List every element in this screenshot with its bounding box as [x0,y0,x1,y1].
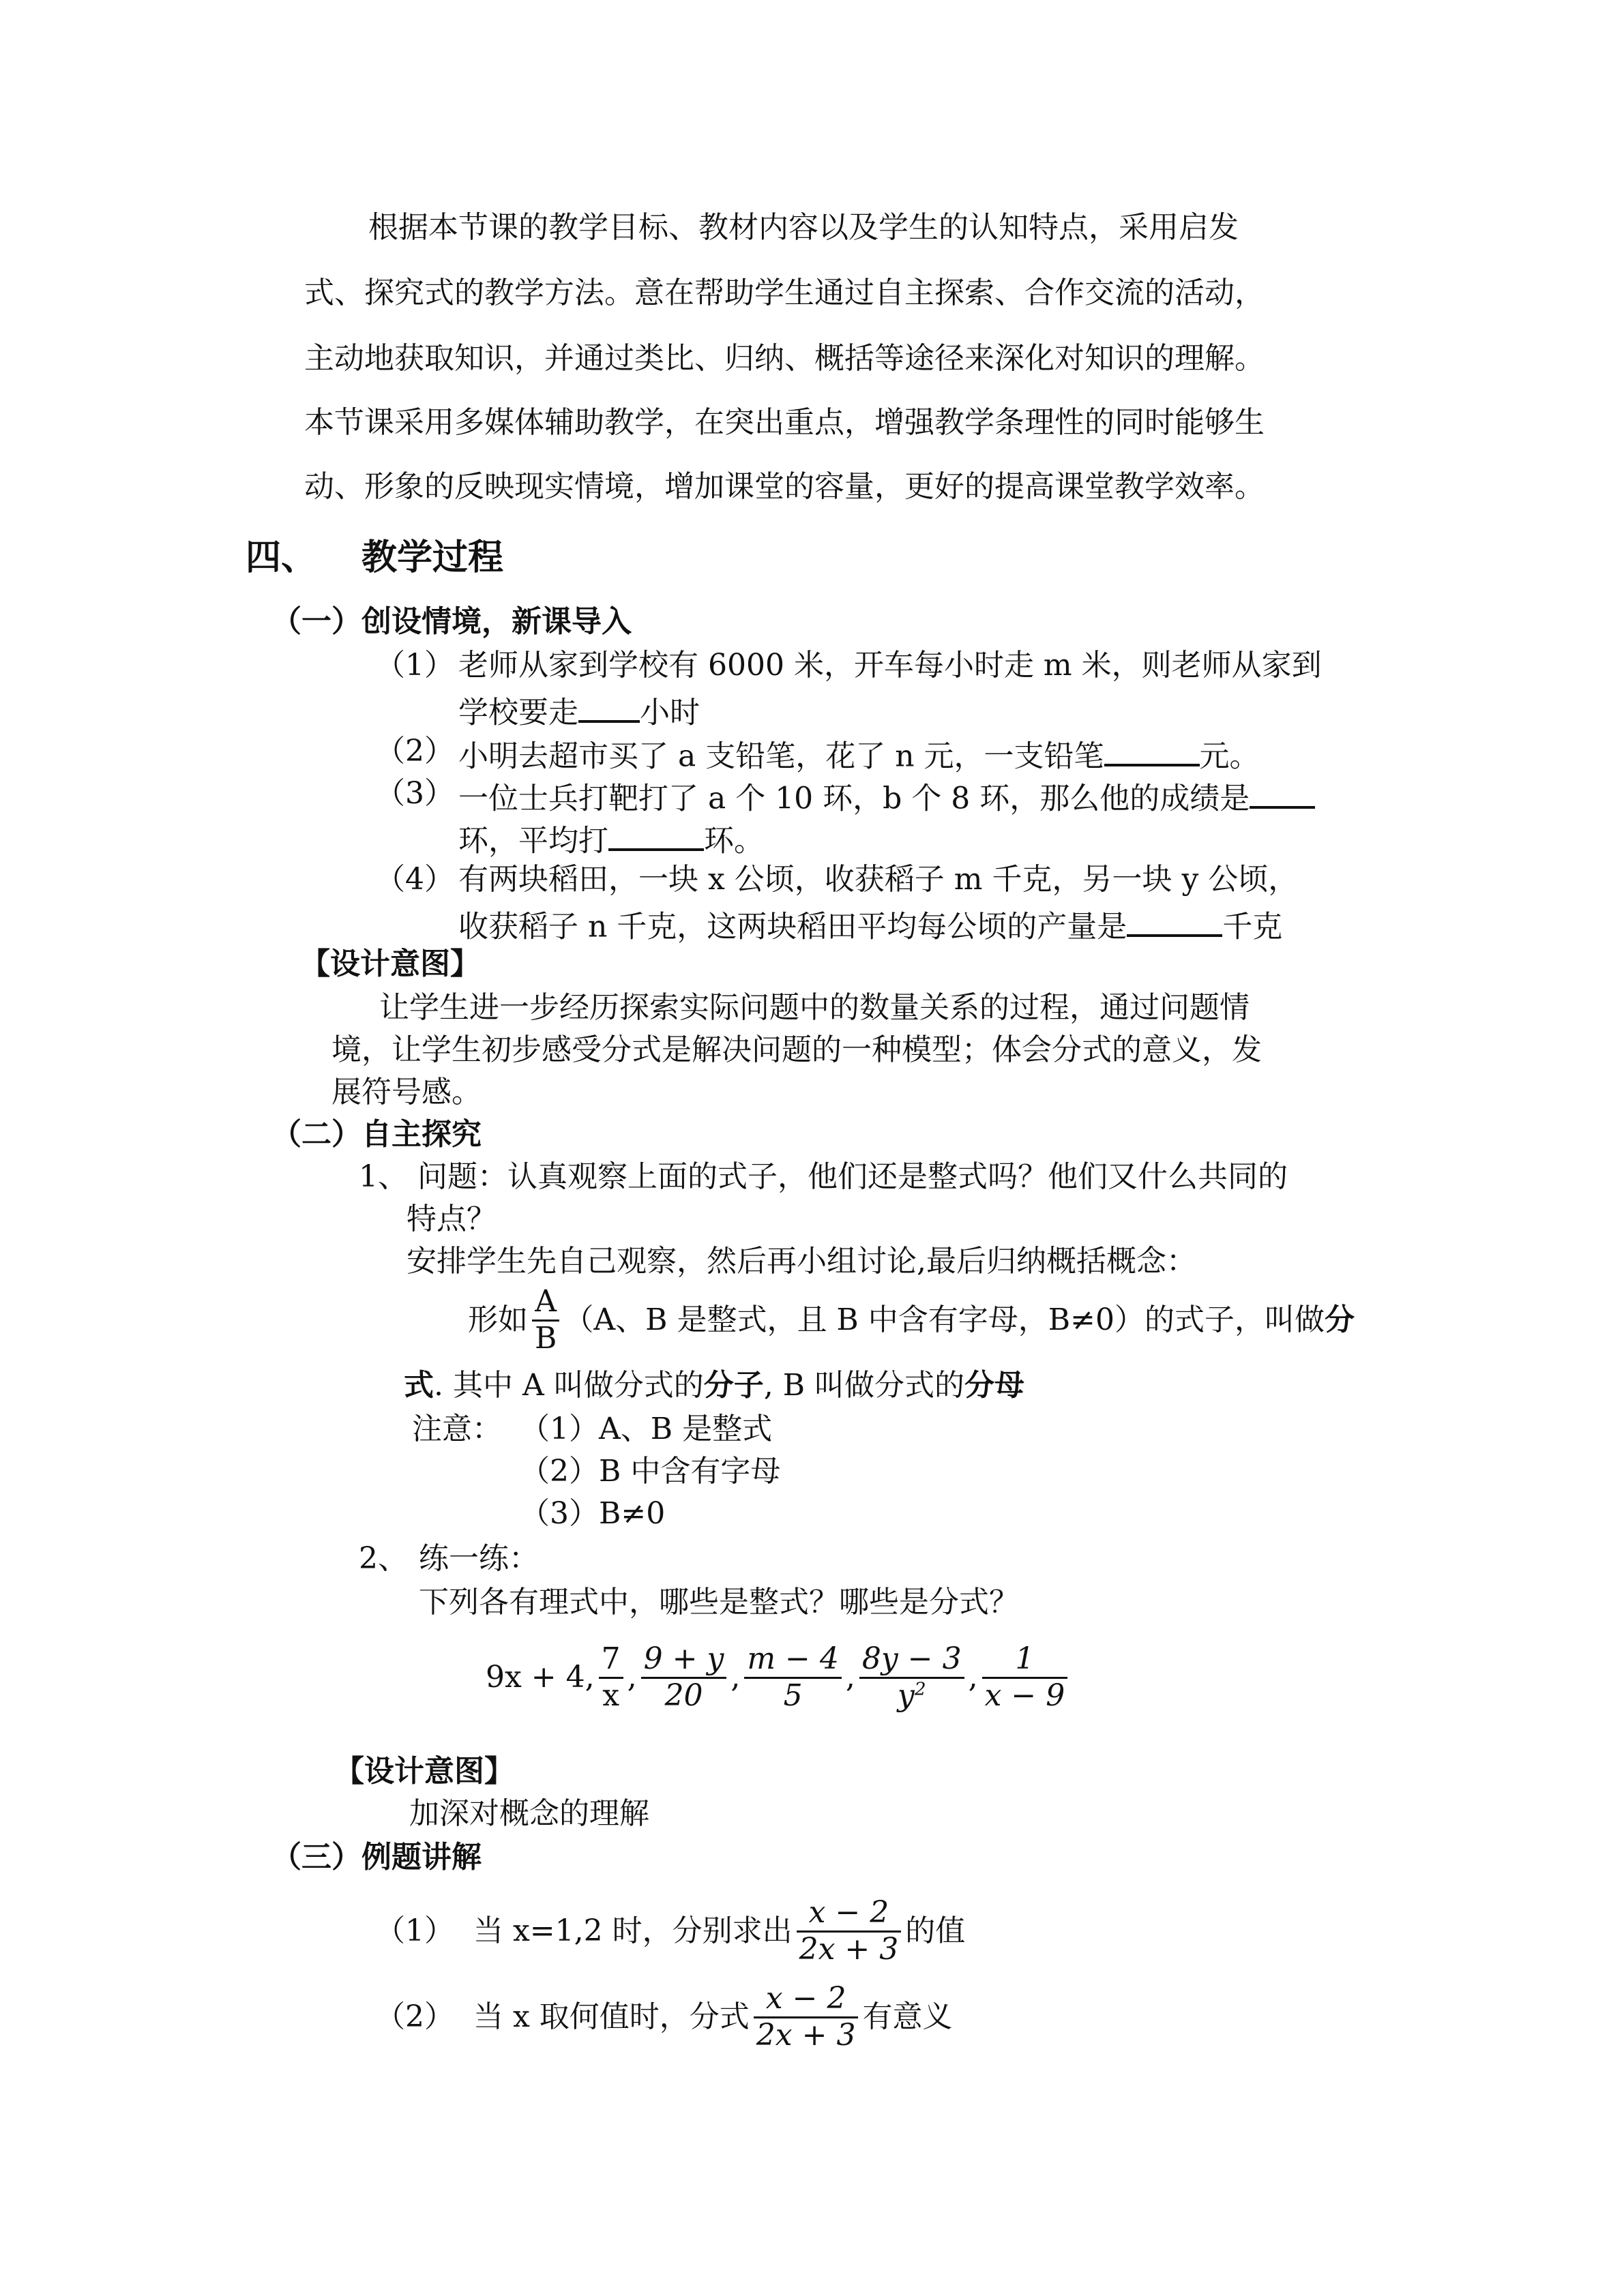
part3-title: （三）例题讲解 [271,1840,482,1875]
design-intent-line-3: 展符号感。 [331,1075,482,1109]
example-2: （2） 当 x 取何值时，分式 $\frac{x - 2}{2x + 3}$ 有意义 [375,1981,953,2053]
item-3-line-1: 一位士兵打靶打了 a 个 10 环，b 个 8 环，那么他的成绩是 [458,779,1315,814]
design-intent-line-1: 让学生进一步经历探索实际问题中的数量关系的过程，通过问题情 [379,990,1250,1025]
expr-fraction-1: $\frac{7}{x}$ [599,1642,623,1713]
question-1-line-3: 安排学生先自己观察，然后再小组讨论,最后归纳概括概念： [407,1244,1196,1279]
example-1-fraction: $\frac{x - 2}{2x + 3}$ [797,1896,902,1967]
answer-blank [578,693,640,723]
intro-line-5: 动、形象的反映现实情境，增加课堂的容量，更好的提高课堂教学效率。 [304,469,1265,504]
question-1-line-1: 问题：认真观察上面的式子，他们还是整式吗？他们又什么共同的 [417,1159,1288,1194]
question-2-number: 2、 [359,1541,408,1576]
item-1-number: （1） [375,648,454,683]
intro-line-4: 本节课采用多媒体辅助教学，在突出重点，增强教学条理性的同时能够生 [304,405,1265,440]
expr-fraction-4: $\frac{8y - 3}{y^2}$ [859,1642,964,1713]
item-3-number: （3） [375,776,454,811]
question-2-line: 下列各有理式中，哪些是整式？哪些是分式？ [419,1585,1019,1620]
part2-title: （二）自主探究 [271,1117,482,1152]
note-3: （3）B≠0 [520,1496,666,1531]
question-1-line-2: 特点？ [407,1202,497,1236]
item-2-line-1: 小明去超市买了 a 支铅笔，花了 n 元，一支铅笔 元。 [458,736,1260,772]
note-2: （2）B 中含有字母 [520,1454,781,1489]
item-4-line-1: 有两块稻田，一块 x 公顷，收获稻子 m 千克，另一块 y 公顷， [458,862,1299,897]
expr-fraction-5: $\frac{1}{x - 9}$ [982,1642,1068,1713]
expr-fraction-2: $\frac{9 + y}{20}$ [641,1642,727,1713]
question-1-number: 1、 [359,1159,408,1194]
expr-fraction-3: $\frac{m - 4}{5}$ [744,1642,842,1713]
answer-blank [608,821,704,851]
design-intent-line-2-1: 加深对概念的理解 [409,1796,649,1831]
section-title: 教学过程 [361,537,504,578]
answer-blank [1250,779,1315,809]
answer-blank [1104,736,1200,766]
example-1: （1） 当 x=1,2 时，分别求出 $\frac{x - 2}{2x + 3}$ 的值 [375,1895,966,1967]
section-number: 四、 [246,537,317,578]
part1-title: （一）创设情境，新课导入 [271,604,632,639]
intro-line-2: 式、探究式的教学方法。意在帮助学生通过自主探索、合作交流的活动， [304,275,1265,310]
item-4-number: （4） [375,862,454,897]
question-2-title: 练一练： [419,1541,539,1576]
intro-line-1: 根据本节课的教学目标、教材内容以及学生的认知特点，采用启发 [368,210,1239,245]
note-1: （1）A、B 是整式 [520,1412,773,1446]
item-1-line-1: 老师从家到学校有 6000 米，开车每小时走 m 米，则老师从家到 [458,648,1322,683]
design-intent-title-2: 【设计意图】 [334,1754,514,1789]
item-4-line-2: 收获稻子 n 千克，这两块稻田平均每公顷的产量是 千克 [458,907,1282,942]
definition-line-1: 形如 $\frac{A}{B}$ （A、B 是整式，且 B 中含有字母，B≠0）的式子，叫做 分 [468,1284,1355,1356]
answer-blank [1127,907,1222,937]
design-intent-line-2: 境，让学生初步感受分式是解决问题的一种模型；体会分式的意义，发 [331,1032,1262,1067]
intro-line-3: 主动地获取知识，并通过类比、归纳、概括等途径来深化对知识的理解。 [304,341,1265,376]
expression-list: 9x + 4, $\frac{7}{x}$ , $\frac{9 + y}{20}$ , $\frac{m - 4}{5}$ , $\frac{8y - 3}{y^2}$ , $\frac{1}{x - 9}$ [486,1642,1072,1713]
item-2-number: （2） [375,734,454,769]
note-label: 注意： [412,1412,502,1446]
design-intent-title: 【设计意图】 [300,946,480,981]
definition-fraction: $\frac{A}{B}$ [532,1285,559,1356]
definition-line-2: 式. 其中 A 叫做分式的分子, B 叫做分式的分母 [404,1368,1025,1403]
item-3-line-2: 环，平均打 环。 [458,821,764,856]
expr-1: 9x + 4, [486,1660,595,1695]
example-2-fraction: $\frac{x - 2}{2x + 3}$ [754,1982,859,2053]
item-1-line-2: 学校要走 小时 [458,693,700,728]
